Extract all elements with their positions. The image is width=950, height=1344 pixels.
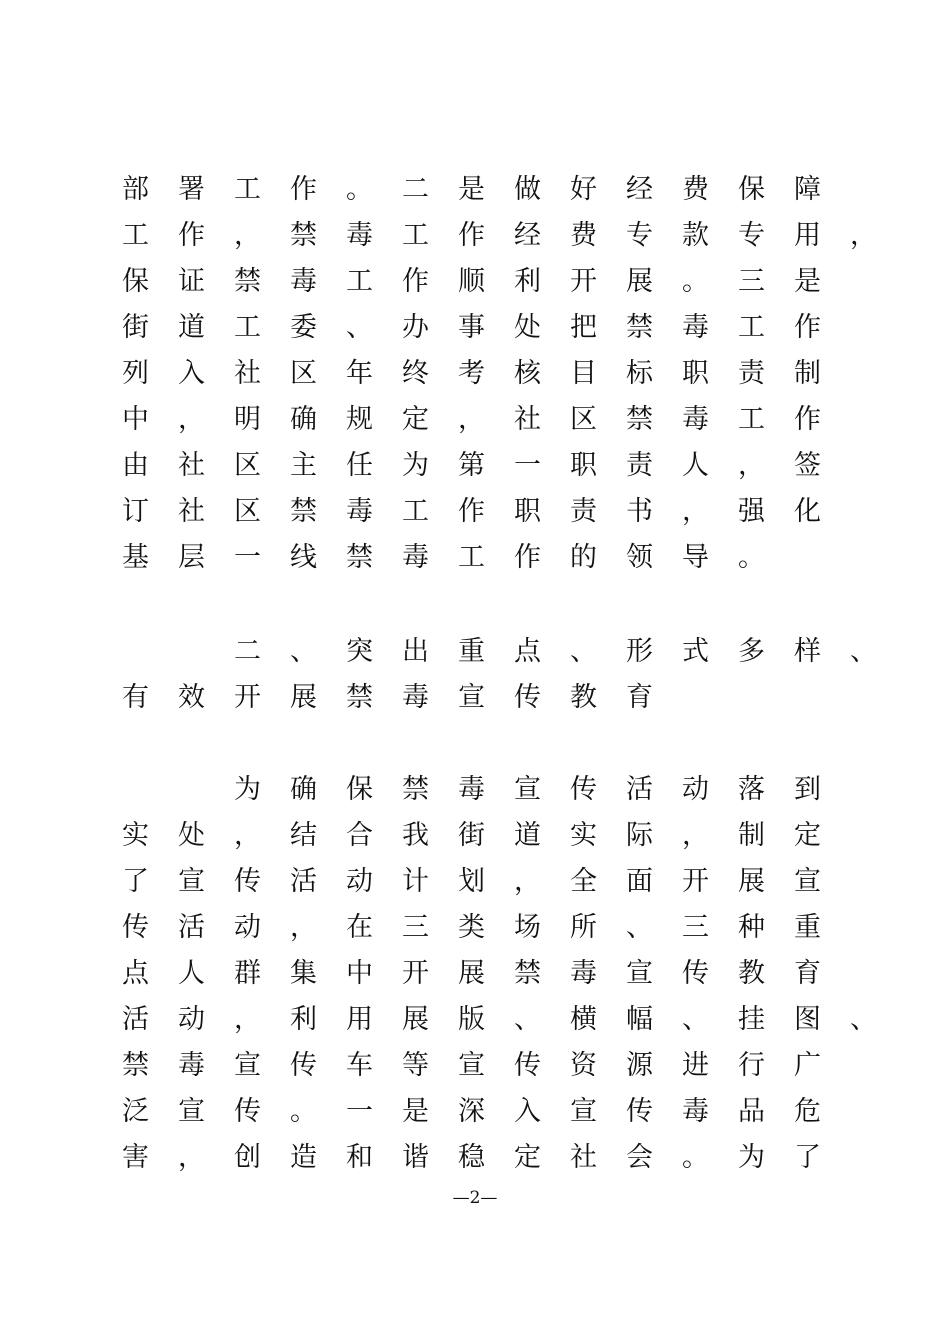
- text-line: 有 效 开 展 禁 毒 宣 传 教 育: [122, 682, 653, 713]
- text-line: 活 动 ， 利 用 展 版 、 横 幅 、 挂 图 、: [122, 1004, 877, 1035]
- section-heading: [122, 632, 906, 724]
- text-line: 实 处 ， 结 合 我 街 道 实 际 ， 制 定: [122, 820, 821, 851]
- text-line: 由 社 区 主 任 为 第 一 职 责 人 ， 签: [122, 450, 821, 481]
- text-line: 害 ， 创 造 和 谐 稳 定 社 会 。 为 了: [122, 1142, 821, 1173]
- paragraph-work-assurance: [122, 170, 906, 584]
- page-number: —2—: [452, 1188, 498, 1208]
- text-line: 点 人 群 集 中 开 展 禁 毒 宣 传 教 育: [122, 958, 821, 989]
- text-line: 列 入 社 区 年 终 考 核 目 标 职 责 制: [122, 358, 821, 389]
- paragraph-publicity: [122, 770, 906, 1184]
- text-line: 中 ， 明 确 规 定 ， 社 区 禁 毒 工 作: [122, 404, 821, 435]
- text-line: 了 宣 传 活 动 计 划 ， 全 面 开 展 宣: [122, 866, 821, 897]
- text-line: 街 道 工 委 、 办 事 处 把 禁 毒 工 作: [122, 312, 821, 343]
- text-line: 保 证 禁 毒 工 作 顺 利 开 展 。 三 是: [122, 266, 821, 297]
- text-line: 部 署 工 作 。 二 是 做 好 经 费 保 障: [122, 174, 821, 205]
- text-line: 禁 毒 宣 传 车 等 宣 传 资 源 进 行 广: [122, 1050, 821, 1081]
- text-line: 基 层 一 线 禁 毒 工 作 的 领 导 。: [122, 542, 765, 573]
- text-line: 二 、 突 出 重 点 、 形 式 多 样 、: [234, 636, 877, 667]
- text-line: 工 作 ， 禁 毒 工 作 经 费 专 款 专 用 ，: [122, 220, 877, 251]
- text-line: 订 社 区 禁 毒 工 作 职 责 书 ， 强 化: [122, 496, 821, 527]
- text-line: 泛 宣 传 。 一 是 深 入 宣 传 毒 品 危: [122, 1096, 821, 1127]
- text-line: 传 活 动 ， 在 三 类 场 所 、 三 种 重: [122, 912, 821, 943]
- text-line: 为 确 保 禁 毒 宣 传 活 动 落 到: [234, 774, 821, 805]
